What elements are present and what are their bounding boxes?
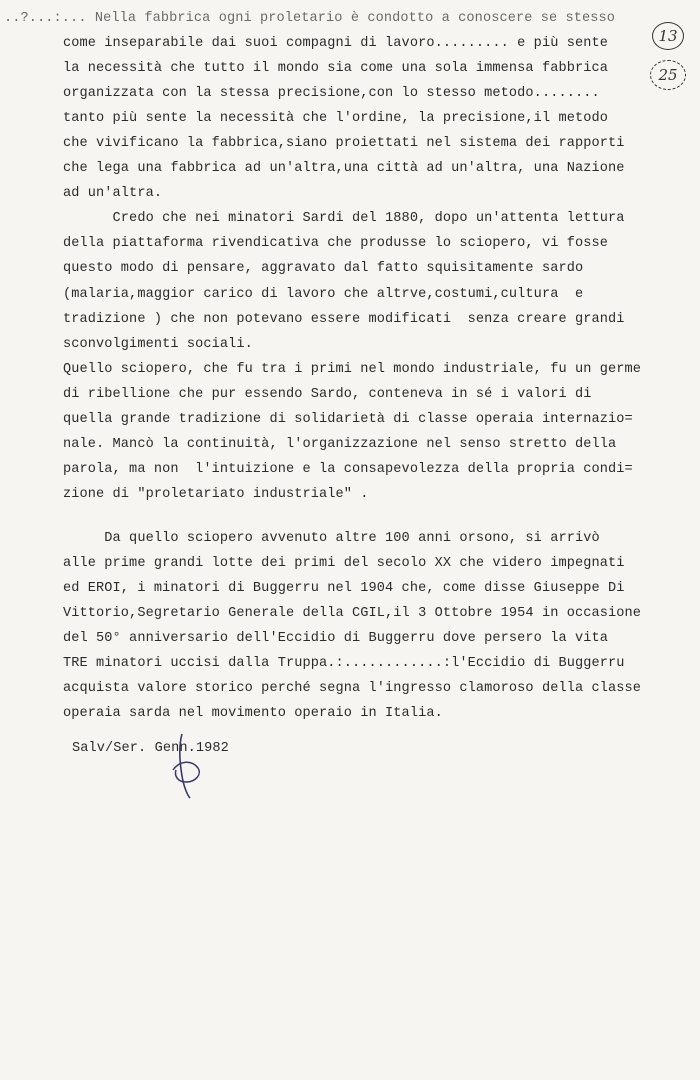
text-line: nale. Mancò la continuità, l'organizzazione nel senso stretto della [63, 437, 617, 452]
text-line: che lega una fabbrica ad un'altra,una città ad un'altra, una Nazione [63, 161, 625, 176]
text-line: che vivificano la fabbrica,siano proiettati nel sistema dei rapporti [63, 136, 625, 151]
text-line: ..?...:... Nella fabbrica ogni proletario è condotto a conoscere se stesso [4, 11, 616, 26]
text-line: acquista valore storico perché segna l'ingresso clamoroso della classe [63, 681, 642, 696]
text-line: organizzata con la stessa precisione,con lo stesso metodo........ [63, 86, 600, 101]
text-line: questo modo di pensare, aggravato dal fatto squisitamente sardo [63, 261, 584, 276]
text-line: Quello sciopero, che fu tra i primi nel mondo industriale, fu un germe [63, 362, 642, 377]
text-line: tradizione ) che non potevano essere modificati senza creare grandi [63, 312, 625, 327]
text-line: la necessità che tutto il mondo sia come una sola immensa fabbrica [63, 61, 608, 76]
text-line: del 50° anniversario dell'Eccidio di Buggerru dove persero la vita [63, 631, 608, 646]
text-line: Vittorio,Segretario Generale della CGIL,il 3 Ottobre 1954 in occasione [63, 606, 642, 621]
text-line: (malaria,maggior carico di lavoro che altrve,costumi,cultura e [63, 287, 584, 302]
text-line: di ribellione che pur essendo Sardo, conteneva in sé i valori di [63, 387, 592, 402]
handwritten-signature [168, 730, 208, 800]
text-line: Credo che nei minatori Sardi del 1880, dopo un'attenta lettura [63, 211, 625, 226]
page-number-mark-secondary: 25 [650, 60, 686, 90]
signature-line: Salv/Ser. Genn.1982 [72, 741, 229, 756]
text-line: Da quello sciopero avvenuto altre 100 anni orsono, si arrivò [63, 531, 600, 546]
text-line: parola, ma non l'intuizione e la consapevolezza della propria condi= [63, 462, 633, 477]
page-number-mark: 13 [652, 22, 684, 50]
text-line: ad un'altra. [63, 186, 163, 201]
text-line: come inseparabile dai suoi compagni di lavoro......... e più sente [63, 36, 608, 51]
text-line: TRE minatori uccisi dalla Truppa.:............:l'Eccidio di Buggerru [63, 656, 625, 671]
text-line: della piattaforma rivendicativa che produsse lo sciopero, vi fosse [63, 236, 608, 251]
text-line: operaia sarda nel movimento operaio in Italia. [63, 706, 443, 721]
text-line: quella grande tradizione di solidarietà di classe operaia internazio= [63, 412, 633, 427]
text-line: zione di "proletariato industriale" . [63, 487, 369, 502]
text-line: tanto più sente la necessità che l'ordine, la precisione,il metodo [63, 111, 608, 126]
text-line: sconvolgimenti sociali. [63, 337, 253, 352]
text-line: ed EROI, i minatori di Buggerru nel 1904 che, come disse Giuseppe Di [63, 581, 625, 596]
text-line: alle prime grandi lotte dei primi del secolo XX che videro impegnati [63, 556, 625, 571]
